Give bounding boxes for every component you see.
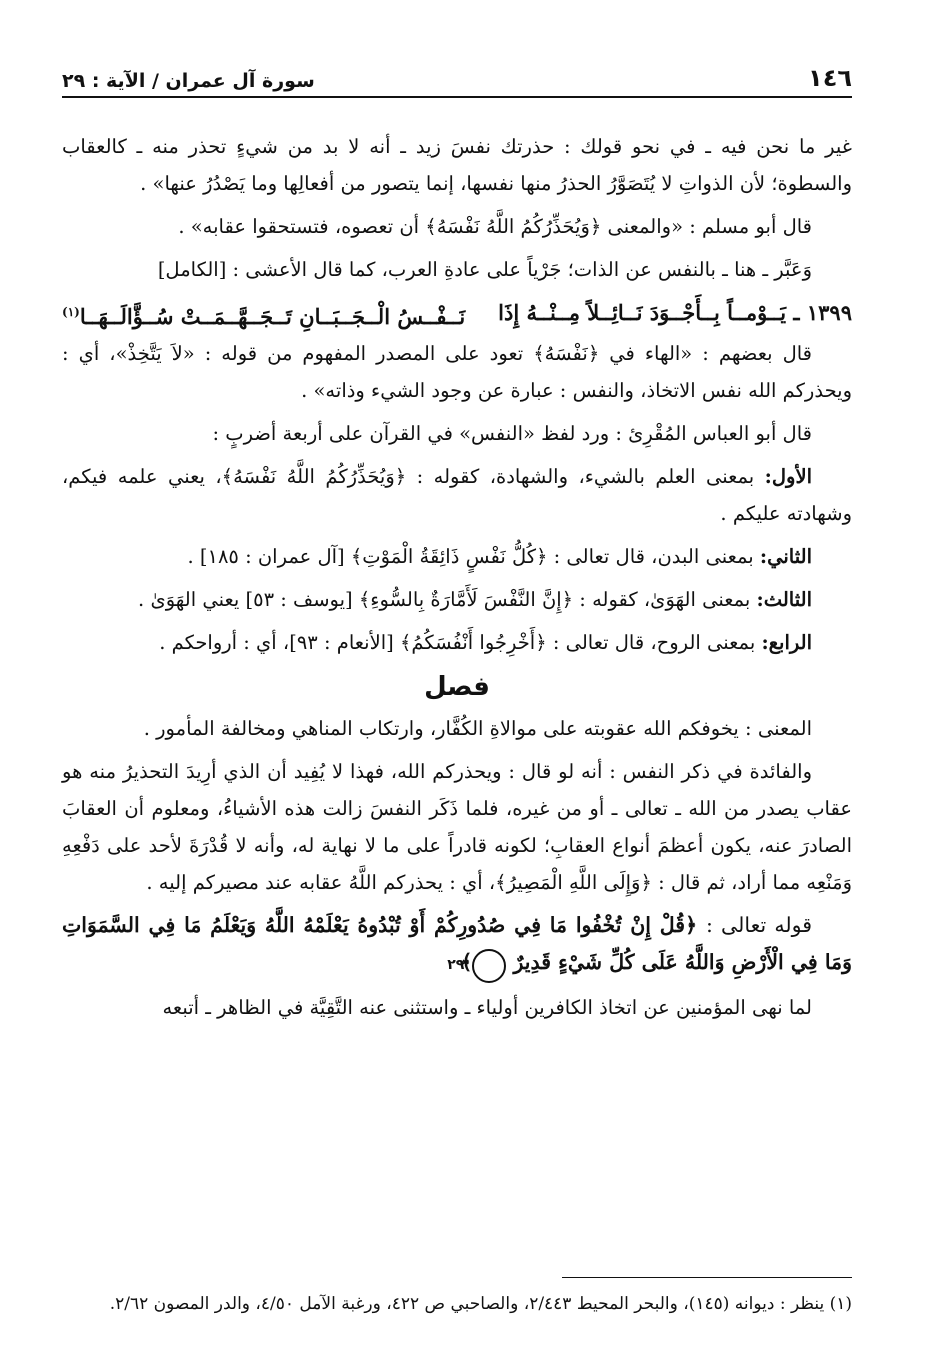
sense-second — [62, 538, 852, 575]
sense-label: الرابع: — [761, 631, 812, 654]
poem-number: ١٣٩٩ — [806, 300, 852, 325]
paragraph: لما نهى المؤمنين عن اتخاذ الكافرين أولياء ـ واستثنى عنه التَّقِيَّة في الظاهر ـ أتبعه — [162, 996, 812, 1019]
poem-hemistich-1: يَــوْمــاً بِــأَجْــوَدَ نَــائِــلاً مِــنْــهُ إِذَا — [498, 300, 787, 325]
paragraph: والفائدة في ذكر النفس : أنه لو قال : ويحذركم الله، فهذا لا يُفِيد أن الذي أرِيدَ التحذيرُ منه هو عقاب يصدر من الله ـ تعالى ـ أو من غيره، فلما ذَكَر النفسَ زالت هذه الأشياءُ، ومعلوم أن العقابَ الصادرَ عنه، يكون أعظمَ أنواع العقابِ؛ لكونه قادراً على ما لا نهاية له، وأنه لا قُدْرَةَ لأحد على دَفْعِهِ وَمَنْعِه مما أراد، ثم قال : ﴿وَإِلَى اللَّهِ الْمَصِيرُ﴾، أي : يحذركم اللَّهُ عقابه عند مصيركم إليه . — [62, 760, 852, 894]
paragraph: المعنى : يخوفكم الله عقوبته على موالاةِ الكُفَّار، وارتكاب المناهي ومخالفة المأمور . — [143, 717, 812, 740]
main-text — [62, 128, 852, 1032]
sense-first — [62, 458, 852, 532]
poem-hemistich-2: نَــفْــسُ الْــجَــبَــانِ تَــجَــهَّــمَــتْ سُــؤَّالَــهَــا — [79, 304, 466, 329]
book-page — [62, 40, 852, 1340]
sense-fourth — [62, 624, 852, 661]
quran-verse — [62, 907, 852, 983]
paragraph: قال أبو مسلم : «والمعنى ﴿وَيُحَذِّرُكُمُ اللَّهُ نَفْسَهُ﴾ أن تعصوه، فتستحقوا عقابه» . — [178, 215, 812, 238]
sense-text: بمعنى العلم بالشيء، والشهادة، كقوله : ﴿وَيُحَذِّرُكُمُ اللَّهُ نَفْسَهُ﴾، يعني علمه فيكم، وشهادته عليكم . — [62, 465, 852, 525]
sense-label: الأول: — [764, 465, 812, 488]
sense-text: بمعنى الروح، قال تعالى : ﴿أَخْرِجُوا أَنْفُسَكُمُ﴾ [الأنعام : ٩٣]، أي : أرواحكم . — [159, 631, 756, 654]
header-rule — [62, 96, 852, 98]
paragraph: وَعَبَّر ـ هنا ـ بالنفس عن الذات؛ جَرْياً على عادةِ العرب، كما قال الأعشى : [الكامل] — [157, 258, 812, 281]
sense-text: بمعنى البدن، قال تعالى : ﴿كُلُّ نَفْسٍ ذَائِقَةُ الْمَوْتِ﴾ [آل عمران : ١٨٥] . — [187, 545, 754, 568]
sense-text: بمعنى الهَوَىٰ، كقوله : ﴿إِنَّ النَّفْسَ لَأَمَّارَةٌ بِالسُّوءِ﴾ [يوسف : ٥٣] يعني الهَوَىٰ . — [138, 588, 751, 611]
sense-third — [62, 581, 852, 618]
page-number: ١٤٦ — [808, 64, 852, 92]
ayah-number-marker: ٢٩ — [472, 949, 506, 983]
verse-text: ﴿قُلْ إِنْ تُخْفُوا مَا فِي صُدُورِكُمْ أَوْ تُبْدُوهُ يَعْلَمْهُ اللَّهُ وَيَعْلَمُ مَا فِي السَّمَوَاتِ وَمَا فِي الْأَرْضِ وَاللَّهُ عَلَى كُلِّ شَيْءٍ قَدِيرٌ — [62, 913, 852, 974]
paragraph: قال أبو العباس المُقْرِئ : ورد لفظ «النفس» في القرآن على أربعة أضربٍ : — [212, 422, 812, 445]
footnote: (١) ينظر : ديوانه (١٤٥)، والبحر المحيط ٢/٤٤٣، والصاحبي ص ٤٢٢، ورغبة الآمل ٤/٥٠، والدر المصون ٢/٦٢. — [109, 1294, 852, 1314]
sense-label: الثاني: — [759, 545, 812, 568]
section-heading: فصل — [424, 672, 490, 702]
verse-intro: قوله تعالى : — [705, 913, 813, 937]
verse-close-bracket: ﴾ — [460, 950, 473, 974]
running-title: سورة آل عمران / الآية : ٢٩ — [62, 70, 315, 92]
poetry-line: ١٣٩٩ ـ يَــوْمــاً بِــأَجْــوَدَ نَــائِــلاً مِــنْــهُ إِذَا نَــفْــسُ الْــجَــبَــانِ تَــجَــهَّــمَــتْ سُــؤَّالَــهَــا$^{(١)}$ — [62, 300, 852, 329]
footnote-reference: (١) — [62, 305, 80, 319]
page-header — [62, 52, 852, 92]
footnote-rule — [562, 1277, 852, 1278]
paragraph: قال بعضهم : «الهاء في ﴿نَفْسَهُ﴾ تعود على المصدر المفهوم من قوله : «لاَ يَتَّخِذْ»، أي : ويحذركم الله نفس الاتخاذ، والنفس : عبارة عن وجود الشيء وذاته» . — [62, 342, 852, 402]
sense-label: الثالث: — [756, 588, 812, 611]
paragraph: غير ما نحن فيه ـ في نحو قولك : حذرتك نفسَ زيد ـ أنه لا بد من شيءٍ تحذر منه ـ كالعقاب والسطوة؛ لأن الذواتِ لا يُتَصَوَّرُ الحذرُ منها نفسها، إنما يتصور من أفعالِها وما يَصْدُرُ عنها» . — [62, 135, 852, 195]
